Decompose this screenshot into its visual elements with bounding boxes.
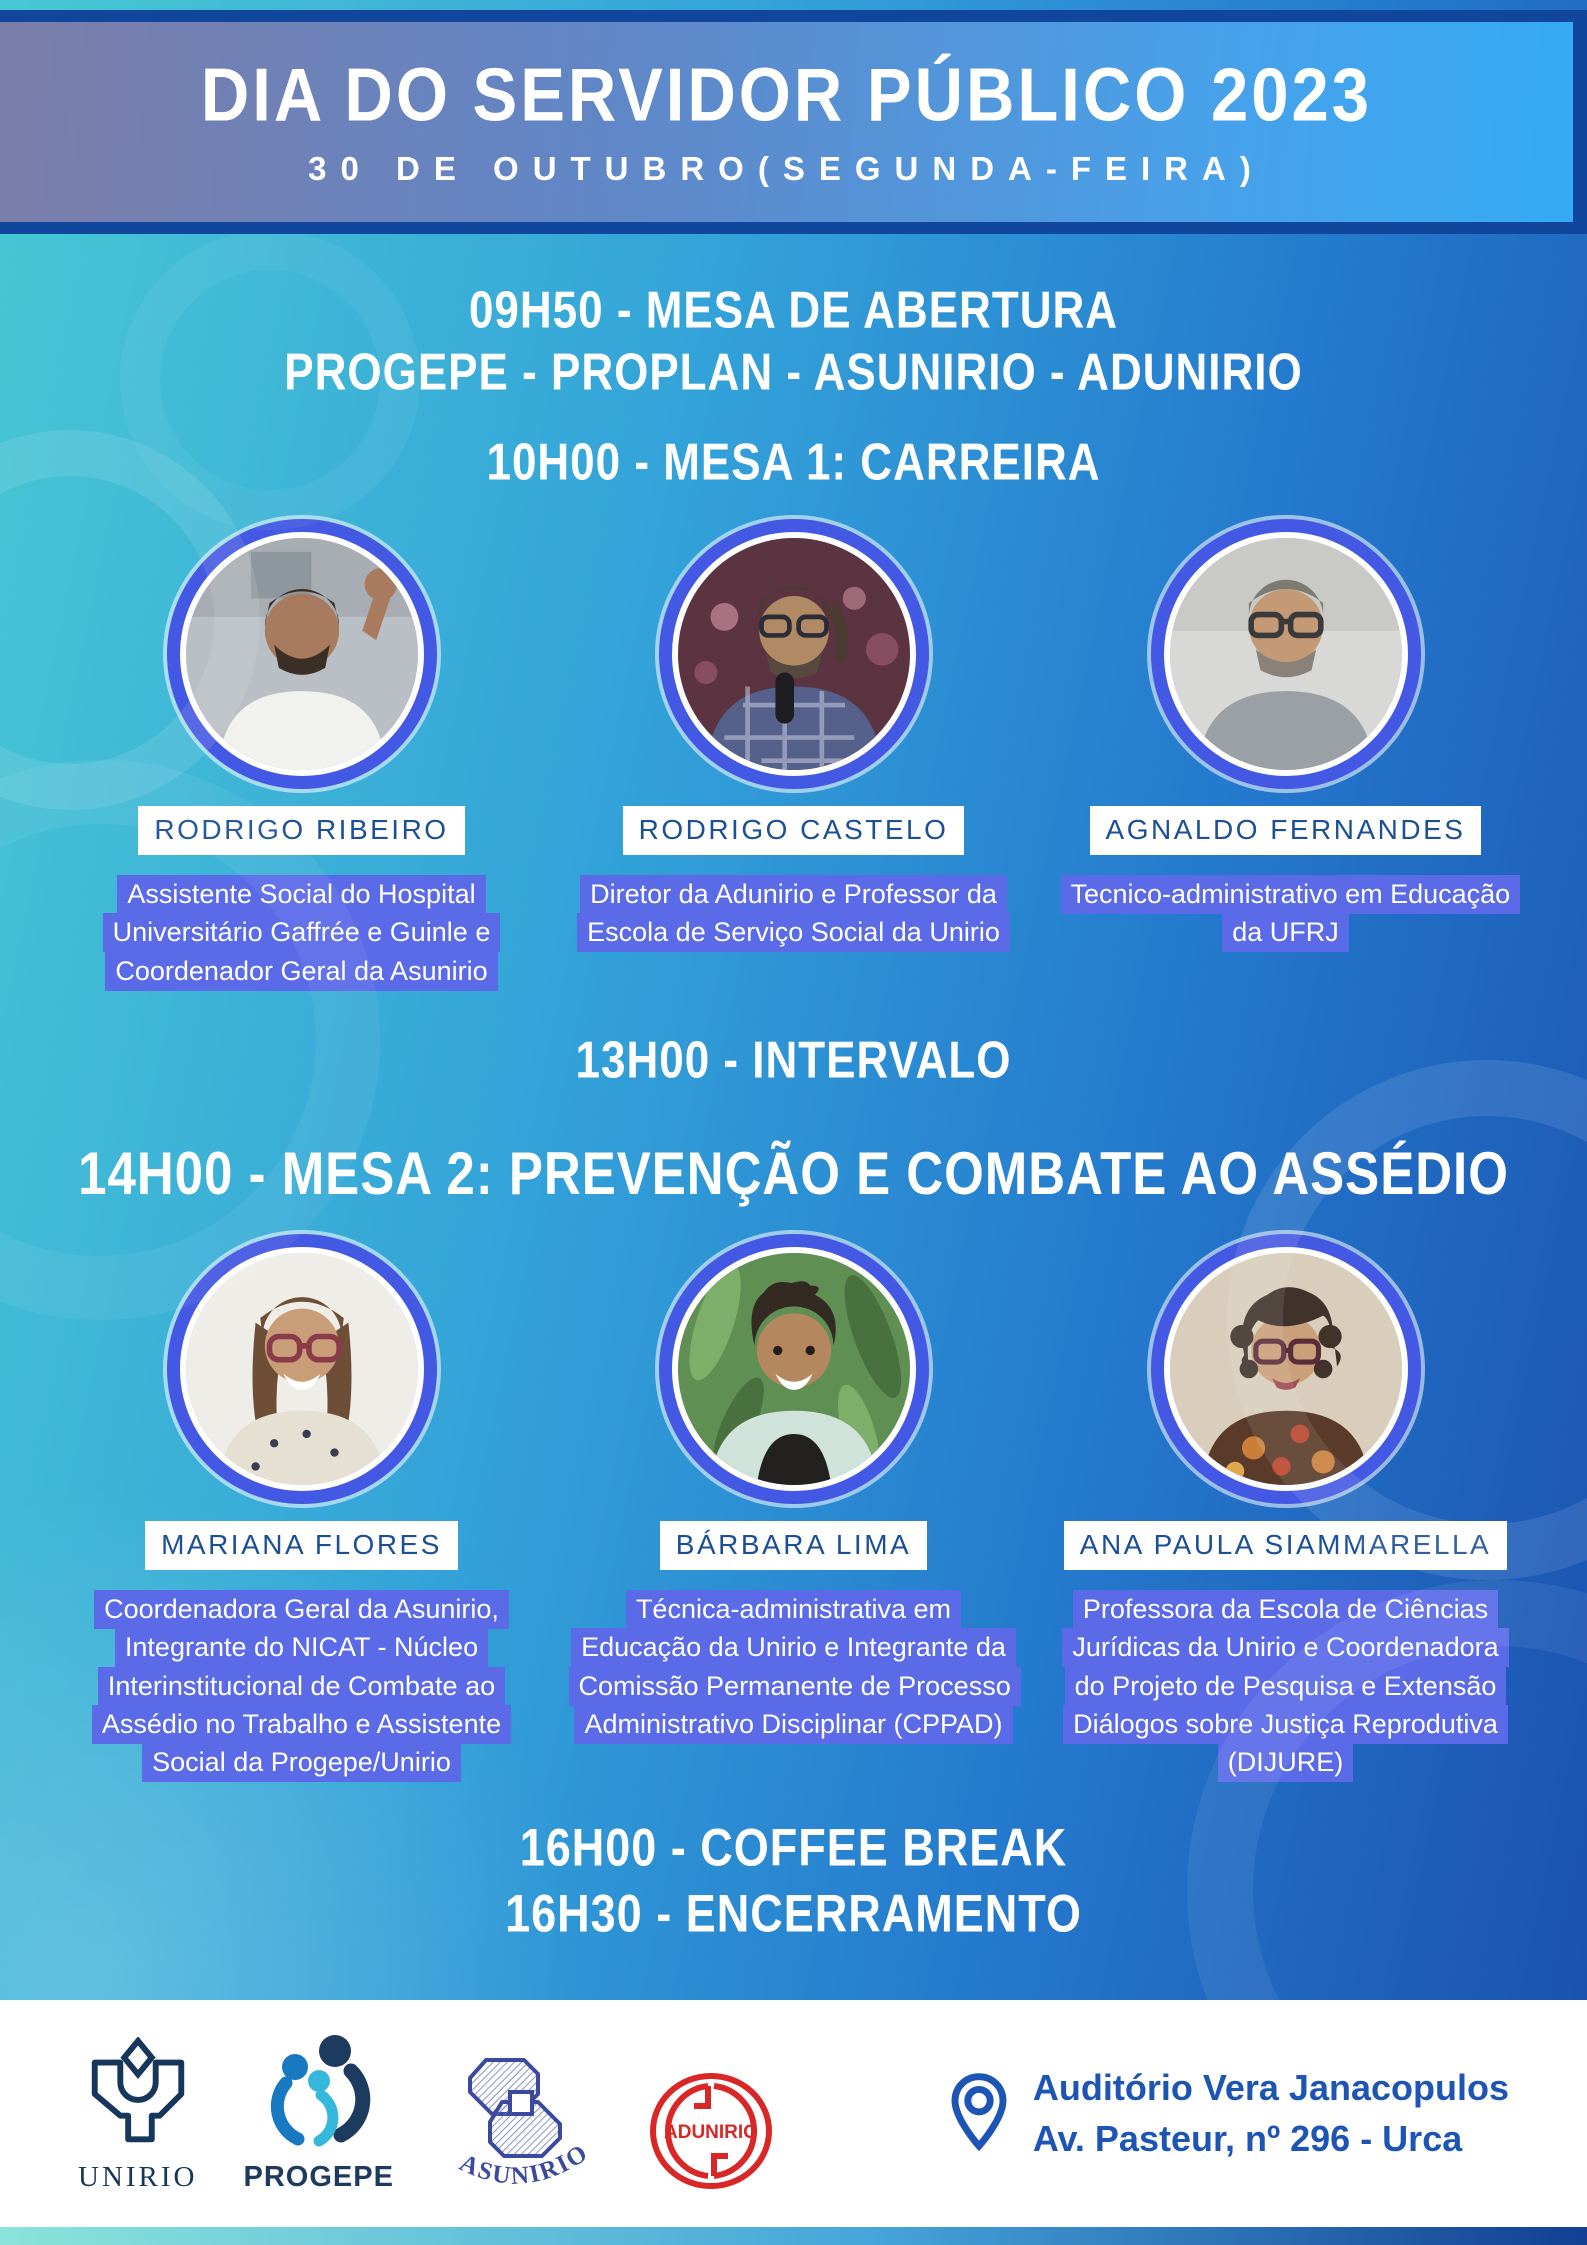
speaker-card-agnaldo-fernandes xyxy=(1040,522,1532,990)
schedule-intervalo: 13H00 - INTERVALO xyxy=(575,1031,1012,1090)
speaker-name: AGNALDO FERNANDES xyxy=(1090,806,1482,855)
venue-text xyxy=(1033,2063,1509,2164)
bottom-gradient-strip xyxy=(0,2227,1587,2245)
speaker-description: Diretor da Adunirio e Professor da Escola de Serviço Social da Unirio xyxy=(569,875,1019,952)
speaker-name: RODRIGO RIBEIRO xyxy=(138,806,464,855)
speaker-photo-placeholder xyxy=(186,1253,418,1485)
location-pin-icon xyxy=(947,2071,1011,2157)
partner-logos xyxy=(78,2033,776,2194)
speaker-name: RODRIGO CASTELO xyxy=(623,806,965,855)
speaker-photo xyxy=(180,1247,424,1491)
venue-name: Auditório Vera Janacopulos xyxy=(1032,2067,1509,2109)
speaker-card-rodrigo-ribeiro xyxy=(56,522,548,990)
speaker-photo xyxy=(180,532,424,776)
speaker-photo xyxy=(1164,532,1408,776)
speaker-photo xyxy=(672,532,916,776)
speaker-photo xyxy=(672,1247,916,1491)
speaker-card-mariana-flores xyxy=(56,1237,548,1782)
unirio-logo-label: UNIRIO xyxy=(78,2161,198,2193)
progepe-logo-icon xyxy=(259,2033,379,2153)
event-date: 30 DE OUTUBRO(SEGUNDA-FEIRA) xyxy=(308,149,1265,187)
speaker-name: BÁRBARA LIMA xyxy=(660,1521,927,1570)
unirio-logo xyxy=(78,2037,198,2194)
speaker-photo-placeholder xyxy=(678,1253,910,1485)
speaker-name: MARIANA FLORES xyxy=(145,1521,458,1570)
header-banner xyxy=(0,10,1587,234)
mesa1-speakers-row xyxy=(0,522,1587,990)
adunirio-logo xyxy=(646,2068,776,2194)
speaker-photo-placeholder xyxy=(1170,538,1402,770)
speaker-description: Professora da Escola de Ciências Jurídicas da Unirio e Coordenadora do Projeto de Pesquisa e Extensão Diálogos sobre Justiça Reprodutiva (DIJURE) xyxy=(1061,1590,1511,1782)
adunirio-logo-icon xyxy=(646,2068,776,2194)
speaker-card-rodrigo-castelo xyxy=(548,522,1040,990)
speaker-description: Técnica-administrativa em Educação da Unirio e Integrante da Comissão Permanente de Processo Administrativo Disciplinar (CPPAD) xyxy=(569,1590,1019,1743)
speaker-photo-placeholder xyxy=(1170,1253,1402,1485)
speaker-name: ANA PAULA SIAMMARELLA xyxy=(1064,1521,1507,1570)
asunirio-logo-icon xyxy=(440,2044,600,2194)
top-gap xyxy=(0,0,1587,10)
schedule-mesa1: 10H00 - MESA 1: CARREIRA xyxy=(486,433,1101,492)
progepe-logo xyxy=(244,2033,394,2194)
schedule-coffee-break: 16H00 - COFFEE BREAK xyxy=(519,1816,1068,1878)
asunirio-logo xyxy=(440,2044,600,2194)
progepe-logo-label: PROGEPE xyxy=(243,2161,394,2193)
speaker-card-ana-paula-siammarella xyxy=(1040,1237,1532,1782)
adunirio-logo-label: ADUNIRIO xyxy=(663,2122,758,2143)
speaker-card-barbara-lima xyxy=(548,1237,1040,1782)
schedule-opening-time: 09H50 - MESA DE ABERTURA xyxy=(468,281,1119,340)
speaker-description: Assistente Social do Hospital Universitário Gaffrée e Guinle e Coordenador Geral da Asunirio xyxy=(77,875,527,990)
page-title: DIA DO SERVIDOR PÚBLICO 2023 xyxy=(200,53,1373,137)
footer-bar xyxy=(0,2000,1587,2227)
schedule-closing: 16H30 - ENCERRAMENTO xyxy=(505,1882,1082,1944)
unirio-logo-icon xyxy=(79,2037,197,2155)
speaker-photo xyxy=(1164,1247,1408,1491)
asunirio-logo-label: ASUNIRIO xyxy=(455,2138,594,2191)
speaker-photo-placeholder xyxy=(678,538,910,770)
speaker-description: Coordenadora Geral da Asunirio, Integrante do NICAT - Núcleo Interinstitucional de Combate ao Assédio no Trabalho e Assistente Social da Progepe/Unirio xyxy=(77,1590,527,1782)
speaker-description: Tecnico-administrativo em Educação da UFRJ xyxy=(1061,875,1511,952)
speaker-photo-placeholder xyxy=(186,538,418,770)
mesa2-speakers-row xyxy=(0,1237,1587,1782)
schedule-opening-orgs: PROGEPE - PROPLAN - ASUNIRIO - ADUNIRIO xyxy=(284,343,1303,402)
schedule-mesa2: 14H00 - MESA 2: PREVENÇÃO E COMBATE AO ASSÉDIO xyxy=(78,1139,1509,1208)
venue-info xyxy=(947,2063,1509,2164)
venue-address: Av. Pasteur, nº 296 - Urca xyxy=(1032,2117,1463,2159)
